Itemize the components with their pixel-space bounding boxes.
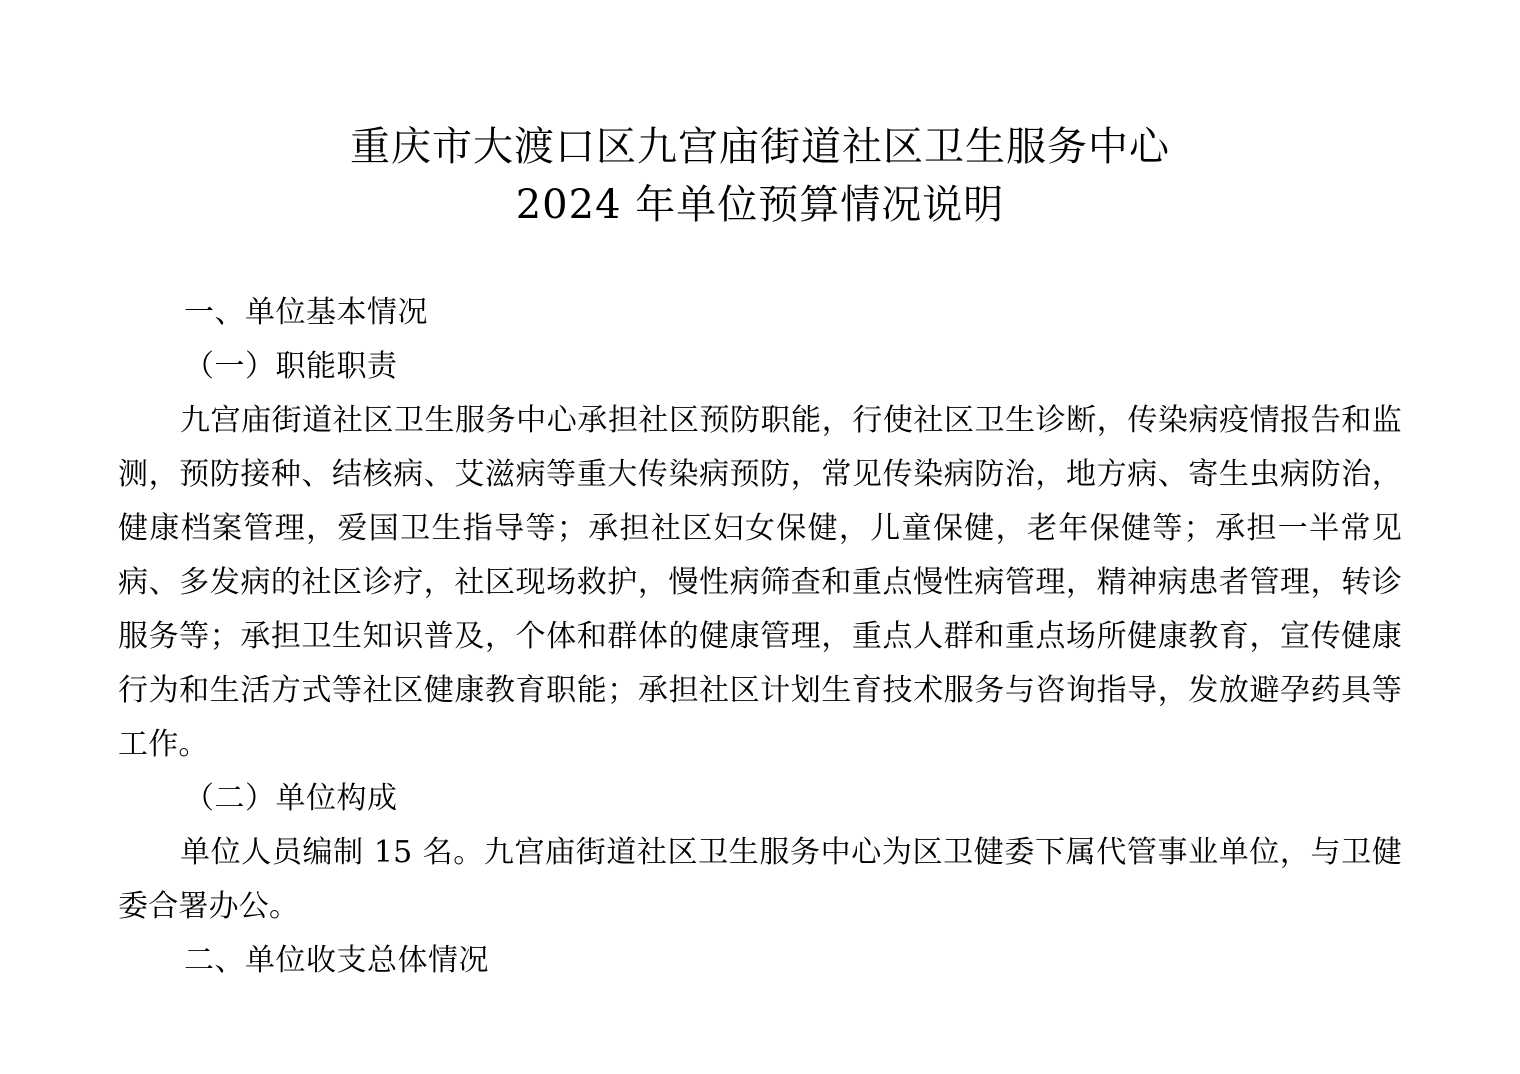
paragraph-1-2-1: 单位人员编制 15 名。九宫庙街道社区卫生服务中心为区卫健委下属代管事业单位，与卫健委合署办公。 xyxy=(118,835,1402,924)
section-heading-2: 二、单位收支总体情况 xyxy=(184,943,489,978)
document-title xyxy=(118,118,1402,234)
subsection-heading-1-2: （二）单位构成 xyxy=(184,781,398,816)
subsection-heading-1-1: （一）职能职责 xyxy=(184,349,398,384)
title-line-1: 重庆市大渡口区九宫庙街道社区卫生服务中心 xyxy=(350,124,1170,170)
document-body xyxy=(118,0,1402,988)
section-heading-1: 一、单位基本情况 xyxy=(184,295,428,330)
title-line-2: 2024 年单位预算情况说明 xyxy=(515,182,1005,228)
title-spacer xyxy=(118,234,1402,286)
paragraph-1-1-1: 九宫庙街道社区卫生服务中心承担社区预防职能，行使社区卫生诊断，传染病疫情报告和监测，预防接种、结核病、艾滋病等重大传染病预防，常见传染病防治，地方病、寄生虫病防治，健康档案管理，爱国卫生指导等；承担社区妇女保健，儿童保健，老年保健等；承担一半常见病、多发病的社区诊疗，社区现场救护，慢性病筛查和重点慢性病管理，精神病患者管理，转诊服务等；承担卫生知识普及，个体和群体的健康管理，重点人群和重点场所健康教育，宣传健康行为和生活方式等社区健康教育职能；承担社区计划生育技术服务与咨询指导，发放避孕药具等工作。 xyxy=(118,403,1402,762)
